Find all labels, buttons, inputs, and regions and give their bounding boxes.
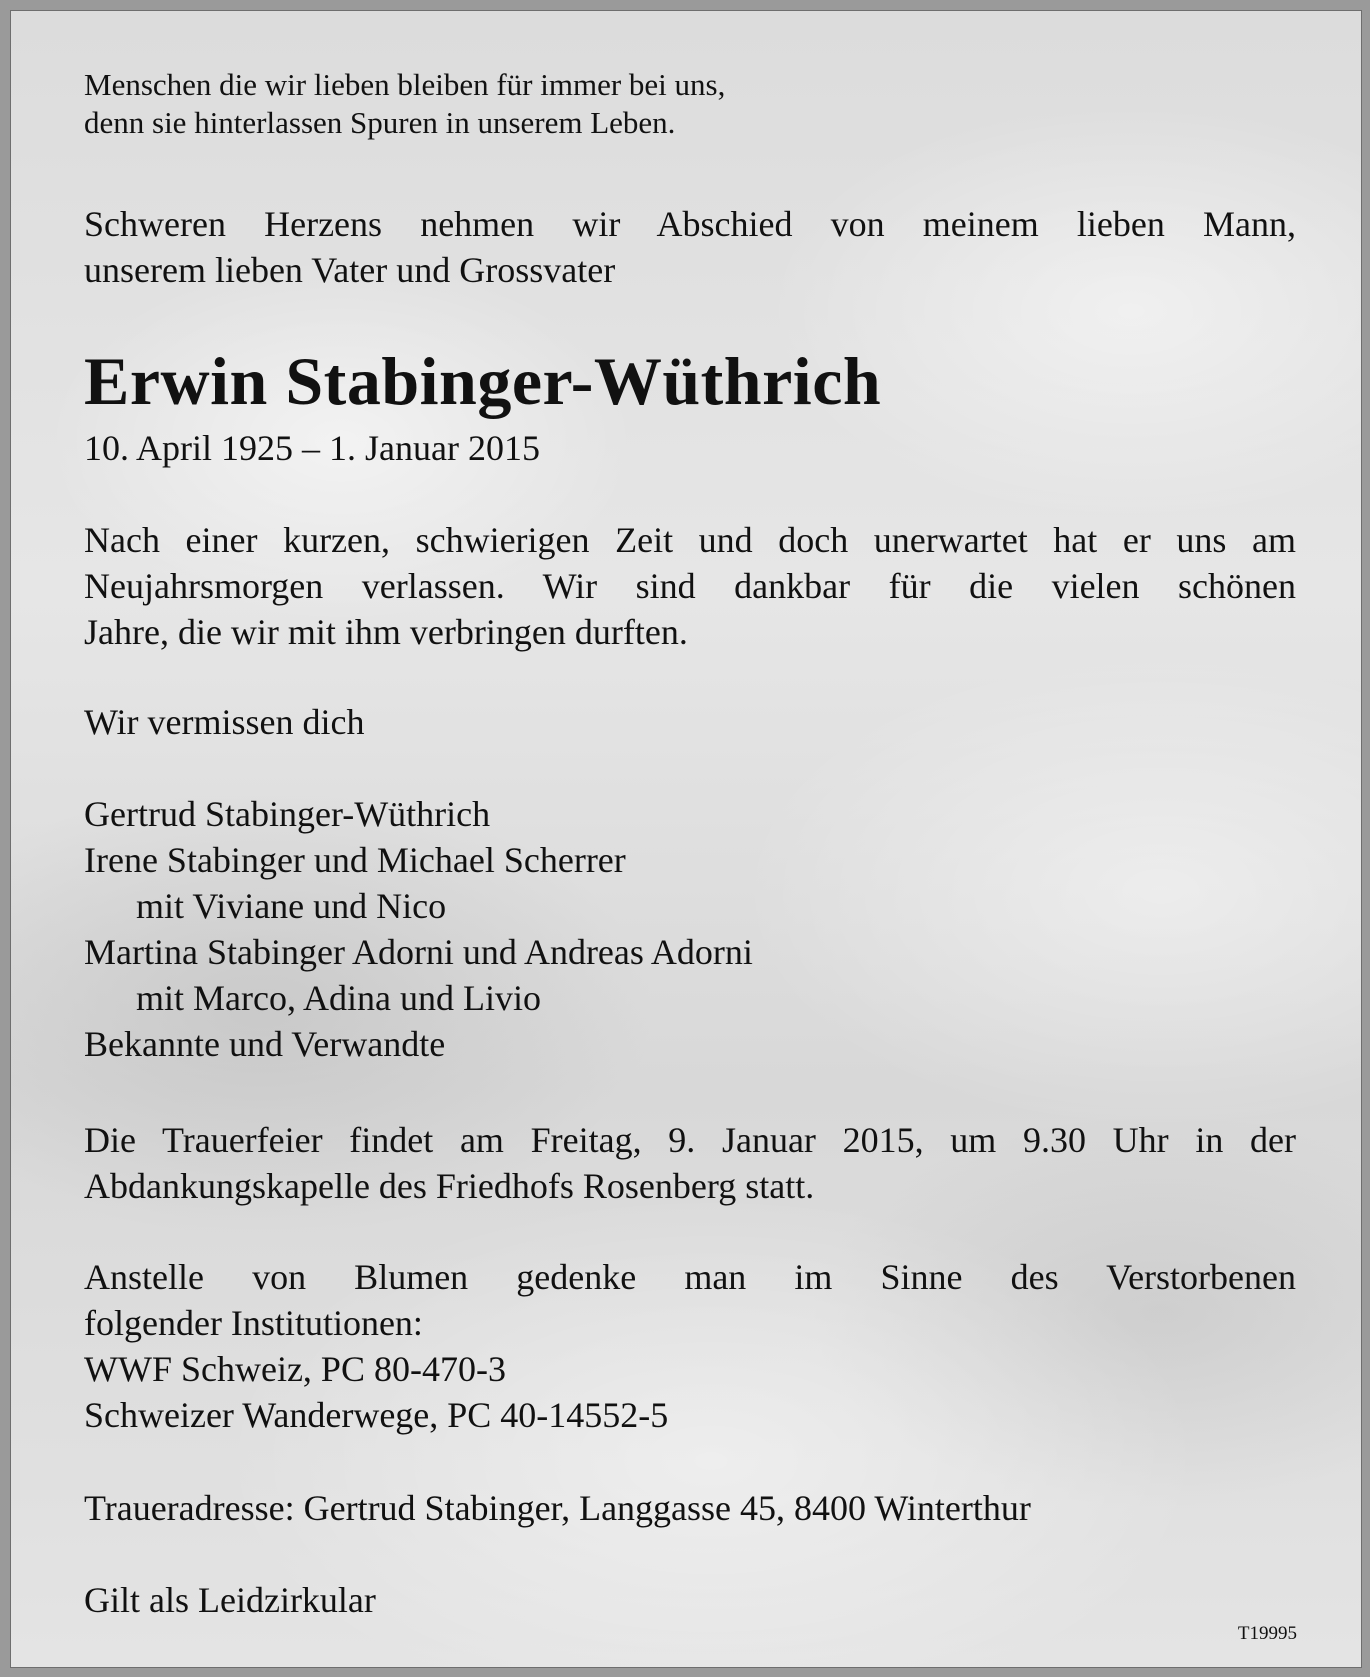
circular-note: Gilt als Leidzirkular — [84, 1580, 376, 1620]
message — [84, 517, 1296, 655]
motto-line-2: denn sie hinterlassen Spuren in unserem Leben. — [84, 105, 676, 140]
message-line-2: Neujahrsmorgen verlassen. Wir sind dankbar für die vielen schönen — [84, 566, 1296, 606]
message-line-1: Nach einer kurzen, schwierigen Zeit und doch unerwartet hat er uns am — [84, 520, 1296, 560]
mourner: Martina Stabinger Adorni und Andreas Adorni — [84, 932, 753, 972]
obituary-card — [10, 10, 1362, 1668]
miss-you: Wir vermissen dich — [84, 702, 365, 742]
deceased-dates: 10. April 1925 – 1. Januar 2015 — [84, 428, 540, 468]
donation-org-wwf: WWF Schweiz, PC 80-470-3 — [84, 1349, 506, 1389]
mourner: mit Marco, Adina und Livio — [136, 978, 541, 1018]
motto — [84, 66, 1296, 142]
mourner: Gertrud Stabinger-Wüthrich — [84, 794, 491, 834]
mourner: mit Viviane und Nico — [136, 886, 447, 926]
donation-org-wanderwege: Schweizer Wanderwege, PC 40-14552-5 — [84, 1395, 669, 1435]
donations-line-2: folgender Institutionen: — [84, 1303, 423, 1343]
ceremony — [84, 1117, 1296, 1209]
intro-line-1: Schweren Herzens nehmen wir Abschied von meinem lieben Mann, — [84, 204, 1296, 244]
motto-line-1: Menschen die wir lieben bleiben für immer bei uns, — [84, 67, 726, 102]
donations-line-1: Anstelle von Blumen gedenke man im Sinne des Verstorbenen — [84, 1257, 1296, 1297]
reference-code: T19995 — [1237, 1623, 1297, 1644]
ceremony-line-2: Abdankungskapelle des Friedhofs Rosenberg statt. — [84, 1166, 815, 1206]
deceased-name: Erwin Stabinger-Wüthrich — [84, 343, 882, 419]
mourner: Bekannte und Verwandte — [84, 1024, 446, 1064]
mourners-list — [84, 791, 1296, 1067]
message-line-3: Jahre, die wir mit ihm verbringen durften. — [84, 612, 688, 652]
intro — [84, 201, 1296, 293]
intro-line-2: unserem lieben Vater und Grossvater — [84, 250, 616, 290]
mourner: Irene Stabinger und Michael Scherrer — [84, 840, 626, 880]
mourning-address: Traueradresse: Gertrud Stabinger, Langgasse 45, 8400 Winterthur — [84, 1488, 1031, 1528]
donations — [84, 1254, 1296, 1438]
ceremony-line-1: Die Trauerfeier findet am Freitag, 9. Januar 2015, um 9.30 Uhr in der — [84, 1120, 1296, 1160]
